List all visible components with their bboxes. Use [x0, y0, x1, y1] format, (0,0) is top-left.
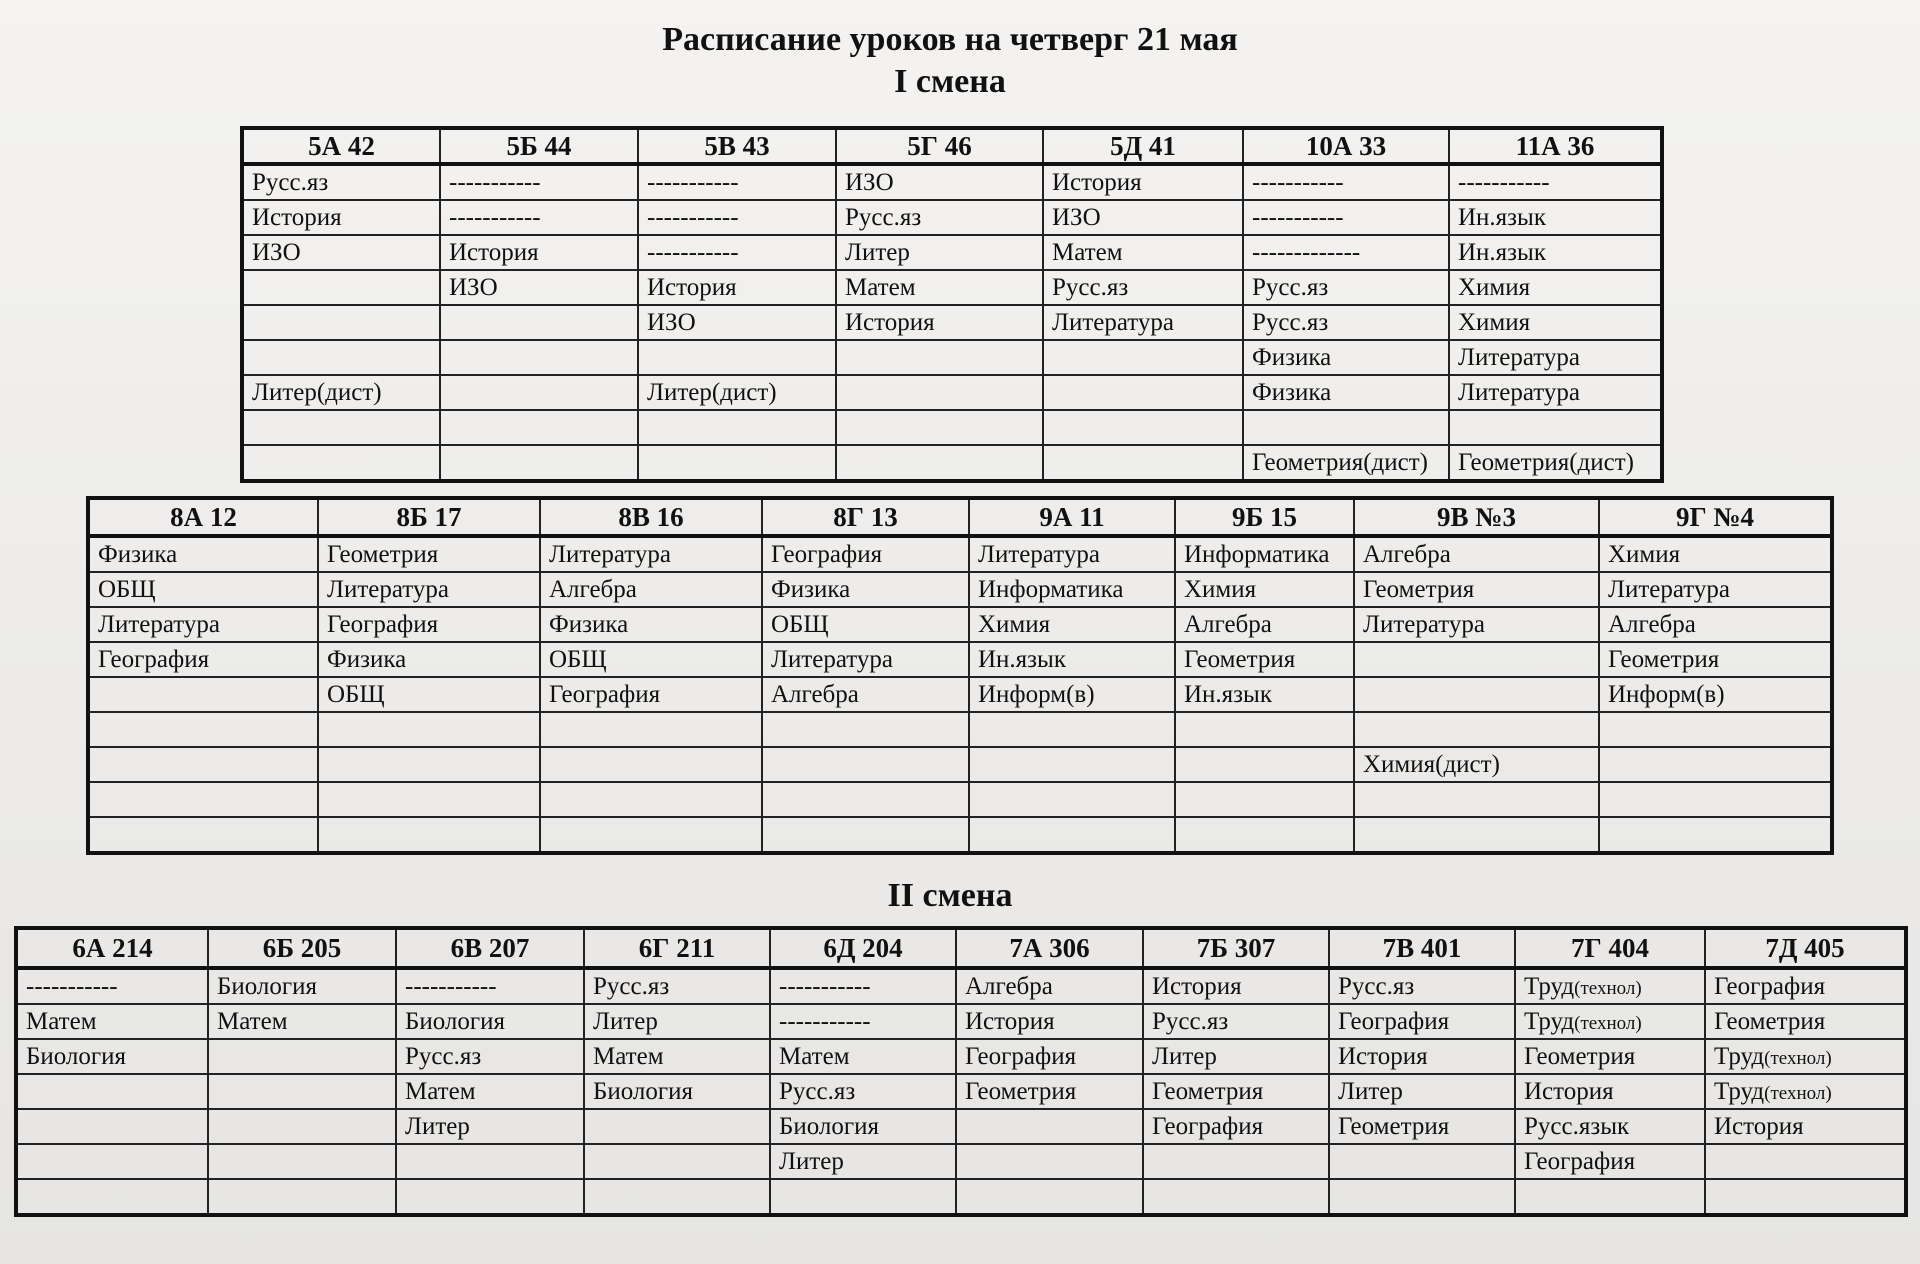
lesson-cell: [1243, 410, 1449, 445]
lesson-cell: Труд(технол): [1705, 1039, 1906, 1074]
lesson-cell: ОБЩ: [318, 677, 540, 712]
lesson-cell: Геометрия: [1599, 642, 1832, 677]
class-column-header: 7А 306: [956, 928, 1143, 968]
lesson-cell: География: [1329, 1004, 1515, 1039]
lesson-cell: [1043, 340, 1243, 375]
lesson-cell: [969, 782, 1175, 817]
lesson-cell: -----------: [1243, 200, 1449, 235]
lesson-cell: Русс.яз: [396, 1039, 584, 1074]
lesson-cell: ОБЩ: [540, 642, 762, 677]
lesson-cell: -----------: [638, 164, 836, 200]
lesson-cell: -----------: [1243, 164, 1449, 200]
class-column-header: 5Д 41: [1043, 128, 1243, 164]
class-column-header: 7В 401: [1329, 928, 1515, 968]
lesson-cell: [1599, 782, 1832, 817]
lesson-cell: [836, 410, 1043, 445]
lesson-cell: Геометрия: [1143, 1074, 1329, 1109]
lesson-cell: -----------: [770, 1004, 956, 1039]
lesson-cell: [638, 445, 836, 481]
lesson-cell: Труд(технол): [1705, 1074, 1906, 1109]
lesson-cell: -----------: [396, 968, 584, 1004]
lesson-cell: [584, 1109, 770, 1144]
lesson-cell: [396, 1144, 584, 1179]
lesson-cell: Литер: [584, 1004, 770, 1039]
lesson-cell: [836, 340, 1043, 375]
lesson-cell: [1354, 712, 1599, 747]
lesson-cell: [440, 445, 638, 481]
lesson-cell: [638, 340, 836, 375]
lesson-cell: Физика: [1243, 340, 1449, 375]
lesson-cell: [1175, 817, 1354, 853]
lesson-cell: Русс.язык: [1515, 1109, 1705, 1144]
lesson-cell: География: [1143, 1109, 1329, 1144]
lesson-cell: Биология: [770, 1109, 956, 1144]
lesson-cell: Геометрия: [1329, 1109, 1515, 1144]
lesson-row: [88, 572, 1832, 607]
lesson-cell: [540, 782, 762, 817]
lesson-cell: [1043, 445, 1243, 481]
lesson-cell: -----------: [1449, 164, 1662, 200]
table-header-row: [16, 928, 1906, 968]
lesson-cell: Литература: [1354, 607, 1599, 642]
lesson-cell: География: [1515, 1144, 1705, 1179]
class-column-header: 5А 42: [242, 128, 440, 164]
lesson-cell: -----------: [638, 200, 836, 235]
lesson-cell: Алгебра: [1599, 607, 1832, 642]
class-column-header: 7Д 405: [1705, 928, 1906, 968]
lesson-cell: [208, 1109, 396, 1144]
lesson-cell: [969, 747, 1175, 782]
lesson-cell: Алгебра: [1354, 536, 1599, 572]
lesson-cell: Биология: [16, 1039, 208, 1074]
lesson-cell: [16, 1074, 208, 1109]
lesson-cell: [16, 1179, 208, 1215]
lesson-cell: Литература: [1043, 305, 1243, 340]
lesson-cell: [540, 817, 762, 853]
lesson-cell: [584, 1144, 770, 1179]
lesson-row: [242, 340, 1662, 375]
lesson-cell: [88, 782, 318, 817]
lesson-cell: История: [1043, 164, 1243, 200]
lesson-cell: [1599, 817, 1832, 853]
lesson-cell: [969, 817, 1175, 853]
lesson-cell: Труд(технол): [1515, 968, 1705, 1004]
lesson-cell: Химия(дист): [1354, 747, 1599, 782]
lesson-cell: Русс.яз: [1329, 968, 1515, 1004]
lesson-cell: Матем: [1043, 235, 1243, 270]
lesson-cell: Физика: [88, 536, 318, 572]
lesson-cell: Ин.язык: [1449, 235, 1662, 270]
lesson-cell: ИЗО: [1043, 200, 1243, 235]
lesson-row: [242, 270, 1662, 305]
lesson-row: [88, 817, 1832, 853]
lesson-cell: История: [1515, 1074, 1705, 1109]
lesson-cell: Литература: [1449, 375, 1662, 410]
lesson-cell: История: [440, 235, 638, 270]
lesson-row: [16, 1179, 1906, 1215]
class-column-header: 10А 33: [1243, 128, 1449, 164]
lesson-cell: [1143, 1179, 1329, 1215]
lesson-cell: [1449, 410, 1662, 445]
lesson-cell: Биология: [584, 1074, 770, 1109]
lesson-cell: Литер(дист): [638, 375, 836, 410]
lesson-row: [88, 642, 1832, 677]
lesson-row: [242, 200, 1662, 235]
lesson-row: [242, 235, 1662, 270]
lesson-row: [16, 1109, 1906, 1144]
lesson-cell: Литература: [88, 607, 318, 642]
lesson-cell: Литер: [836, 235, 1043, 270]
lesson-cell: Физика: [1243, 375, 1449, 410]
shift-1-heading: I смена: [894, 63, 1006, 100]
lesson-cell: [1599, 712, 1832, 747]
lesson-cell: Геометрия: [1175, 642, 1354, 677]
lesson-cell: Геометрия: [956, 1074, 1143, 1109]
table-header-row: [88, 498, 1832, 536]
lesson-cell: [208, 1144, 396, 1179]
lesson-row: [88, 782, 1832, 817]
lesson-row: [242, 375, 1662, 410]
lesson-cell: [1143, 1144, 1329, 1179]
lesson-cell: Физика: [540, 607, 762, 642]
lesson-cell: Алгебра: [1175, 607, 1354, 642]
lesson-cell: Русс.яз: [836, 200, 1043, 235]
class-column-header: 6Д 204: [770, 928, 956, 968]
lesson-cell: [1329, 1144, 1515, 1179]
lesson-cell: История: [1329, 1039, 1515, 1074]
lesson-cell: [1329, 1179, 1515, 1215]
lesson-cell: [88, 817, 318, 853]
lesson-cell: Матем: [770, 1039, 956, 1074]
lesson-row: [16, 1074, 1906, 1109]
lesson-cell: Литература: [540, 536, 762, 572]
class-column-header: 5Г 46: [836, 128, 1043, 164]
schedule-table-grades-6-7: [14, 926, 1908, 1217]
lesson-cell: География: [318, 607, 540, 642]
lesson-cell: [1705, 1144, 1906, 1179]
lesson-cell: Ин.язык: [1449, 200, 1662, 235]
lesson-cell: Русс.яз: [1043, 270, 1243, 305]
lesson-cell: Физика: [762, 572, 969, 607]
lesson-cell: История: [836, 305, 1043, 340]
class-column-header: 5В 43: [638, 128, 836, 164]
lesson-cell: Литература: [762, 642, 969, 677]
lesson-cell: -----------: [440, 164, 638, 200]
lesson-cell: [88, 747, 318, 782]
lesson-cell: Геометрия: [318, 536, 540, 572]
lesson-cell: [956, 1179, 1143, 1215]
lesson-row: [88, 712, 1832, 747]
lesson-cell: Ин.язык: [1175, 677, 1354, 712]
lesson-cell: [440, 375, 638, 410]
lesson-cell: Биология: [396, 1004, 584, 1039]
lesson-row: [88, 677, 1832, 712]
lesson-cell: [762, 782, 969, 817]
lesson-cell: [1175, 747, 1354, 782]
lesson-cell: Литер: [1143, 1039, 1329, 1074]
lesson-cell: [762, 712, 969, 747]
lesson-cell: Матем: [16, 1004, 208, 1039]
lesson-row: [16, 1039, 1906, 1074]
lesson-cell: [1705, 1179, 1906, 1215]
lesson-cell: [1175, 782, 1354, 817]
lesson-cell: Геометрия(дист): [1243, 445, 1449, 481]
lesson-cell: Русс.яз: [770, 1074, 956, 1109]
lesson-cell: [956, 1109, 1143, 1144]
lesson-cell: География: [1705, 968, 1906, 1004]
lesson-cell: Алгебра: [540, 572, 762, 607]
lesson-cell: Литер: [770, 1144, 956, 1179]
lesson-cell: [638, 410, 836, 445]
lesson-cell: История: [956, 1004, 1143, 1039]
lesson-cell: [440, 410, 638, 445]
lesson-cell: [242, 340, 440, 375]
lesson-cell: История: [638, 270, 836, 305]
lesson-cell: [242, 305, 440, 340]
class-column-header: 8Б 17: [318, 498, 540, 536]
class-column-header: 6Г 211: [584, 928, 770, 968]
lesson-cell: [762, 817, 969, 853]
lesson-cell: География: [956, 1039, 1143, 1074]
lesson-cell: [1354, 817, 1599, 853]
lesson-cell: [242, 445, 440, 481]
lesson-cell: -----------: [770, 968, 956, 1004]
lesson-cell: ОБЩ: [762, 607, 969, 642]
lesson-cell: [1043, 375, 1243, 410]
lesson-cell: Матем: [396, 1074, 584, 1109]
class-column-header: 7Б 307: [1143, 928, 1329, 968]
lesson-cell: [16, 1109, 208, 1144]
class-column-header: 11А 36: [1449, 128, 1662, 164]
class-column-header: 9Б 15: [1175, 498, 1354, 536]
lesson-cell: Русс.яз: [1243, 305, 1449, 340]
lesson-cell: ИЗО: [440, 270, 638, 305]
lesson-cell: Русс.яз: [1243, 270, 1449, 305]
lesson-cell: География: [88, 642, 318, 677]
lesson-cell: [318, 747, 540, 782]
lesson-cell: История: [1705, 1109, 1906, 1144]
lesson-cell: [16, 1144, 208, 1179]
lesson-row: [88, 607, 1832, 642]
lesson-cell: Русс.яз: [242, 164, 440, 200]
lesson-cell: [208, 1179, 396, 1215]
lesson-cell: География: [762, 536, 969, 572]
lesson-cell: Труд(технол): [1515, 1004, 1705, 1039]
class-column-header: 7Г 404: [1515, 928, 1705, 968]
lesson-row: [242, 445, 1662, 481]
lesson-cell: История: [242, 200, 440, 235]
lesson-row: [16, 1004, 1906, 1039]
lesson-cell: [540, 747, 762, 782]
lesson-cell: -----------: [440, 200, 638, 235]
lesson-cell: Ин.язык: [969, 642, 1175, 677]
lesson-cell: Информ(в): [969, 677, 1175, 712]
lesson-cell: [208, 1039, 396, 1074]
lesson-cell: [836, 445, 1043, 481]
lesson-cell: Литература: [1449, 340, 1662, 375]
lesson-cell: Информ(в): [1599, 677, 1832, 712]
lesson-row: [88, 747, 1832, 782]
lesson-row: [16, 1144, 1906, 1179]
lesson-cell: ИЗО: [638, 305, 836, 340]
lesson-cell: [242, 270, 440, 305]
table-header-row: [242, 128, 1662, 164]
lesson-cell: Геометрия: [1705, 1004, 1906, 1039]
lesson-cell: Русс.яз: [1143, 1004, 1329, 1039]
lesson-cell: [540, 712, 762, 747]
lesson-row: [242, 305, 1662, 340]
lesson-row: [242, 164, 1662, 200]
lesson-cell: [836, 375, 1043, 410]
lesson-cell: [1175, 712, 1354, 747]
lesson-cell: Геометрия: [1354, 572, 1599, 607]
lesson-cell: ОБЩ: [88, 572, 318, 607]
lesson-cell: Химия: [1175, 572, 1354, 607]
class-column-header: 8В 16: [540, 498, 762, 536]
lesson-cell: [396, 1179, 584, 1215]
lesson-cell: [88, 677, 318, 712]
class-column-header: 6А 214: [16, 928, 208, 968]
lesson-cell: [956, 1144, 1143, 1179]
lesson-cell: Геометрия(дист): [1449, 445, 1662, 481]
lesson-cell: Литер: [396, 1109, 584, 1144]
lesson-cell: [1043, 410, 1243, 445]
lesson-cell: Литература: [969, 536, 1175, 572]
lesson-cell: Литература: [318, 572, 540, 607]
lesson-cell: История: [1143, 968, 1329, 1004]
lesson-cell: Химия: [969, 607, 1175, 642]
lesson-cell: Алгебра: [762, 677, 969, 712]
lesson-cell: [318, 782, 540, 817]
lesson-cell: [440, 305, 638, 340]
schedule-table-grades-8-9: [86, 496, 1834, 855]
lesson-cell: [242, 410, 440, 445]
class-column-header: 6В 207: [396, 928, 584, 968]
lesson-cell: Биология: [208, 968, 396, 1004]
lesson-cell: Матем: [584, 1039, 770, 1074]
lesson-cell: Информатика: [1175, 536, 1354, 572]
lesson-cell: [762, 747, 969, 782]
lesson-cell: [440, 340, 638, 375]
lesson-cell: [1515, 1179, 1705, 1215]
lesson-cell: [1354, 677, 1599, 712]
lesson-cell: [318, 817, 540, 853]
class-column-header: 9А 11: [969, 498, 1175, 536]
class-column-header: 5Б 44: [440, 128, 638, 164]
lesson-cell: Физика: [318, 642, 540, 677]
class-column-header: 6Б 205: [208, 928, 396, 968]
lesson-cell: [318, 712, 540, 747]
lesson-cell: -----------: [16, 968, 208, 1004]
lesson-cell: ИЗО: [242, 235, 440, 270]
lesson-cell: Химия: [1599, 536, 1832, 572]
lesson-cell: [1354, 782, 1599, 817]
lesson-cell: [1354, 642, 1599, 677]
class-column-header: 9Г №4: [1599, 498, 1832, 536]
lesson-cell: Литер(дист): [242, 375, 440, 410]
lesson-cell: Химия: [1449, 270, 1662, 305]
lesson-cell: Матем: [208, 1004, 396, 1039]
lesson-row: [88, 536, 1832, 572]
lesson-cell: [88, 712, 318, 747]
lesson-cell: Геометрия: [1515, 1039, 1705, 1074]
lesson-cell: Русс.яз: [584, 968, 770, 1004]
lesson-cell: Химия: [1449, 305, 1662, 340]
lesson-cell: -------------: [1243, 235, 1449, 270]
lesson-cell: Литер: [1329, 1074, 1515, 1109]
lesson-cell: ИЗО: [836, 164, 1043, 200]
class-column-header: 9В №3: [1354, 498, 1599, 536]
lesson-cell: [969, 712, 1175, 747]
page-title: Расписание уроков на четверг 21 мая: [662, 21, 1238, 58]
lesson-row: [242, 410, 1662, 445]
lesson-cell: Матем: [836, 270, 1043, 305]
shift-2-heading: II смена: [887, 877, 1013, 914]
lesson-cell: [770, 1179, 956, 1215]
class-column-header: 8Г 13: [762, 498, 969, 536]
lesson-cell: Алгебра: [956, 968, 1143, 1004]
lesson-cell: География: [540, 677, 762, 712]
lesson-cell: [584, 1179, 770, 1215]
lesson-row: [16, 968, 1906, 1004]
lesson-cell: Информатика: [969, 572, 1175, 607]
class-column-header: 8А 12: [88, 498, 318, 536]
lesson-cell: Литература: [1599, 572, 1832, 607]
lesson-cell: -----------: [638, 235, 836, 270]
lesson-cell: [1599, 747, 1832, 782]
schedule-table-grades-5-10-11: [240, 126, 1664, 483]
lesson-cell: [208, 1074, 396, 1109]
